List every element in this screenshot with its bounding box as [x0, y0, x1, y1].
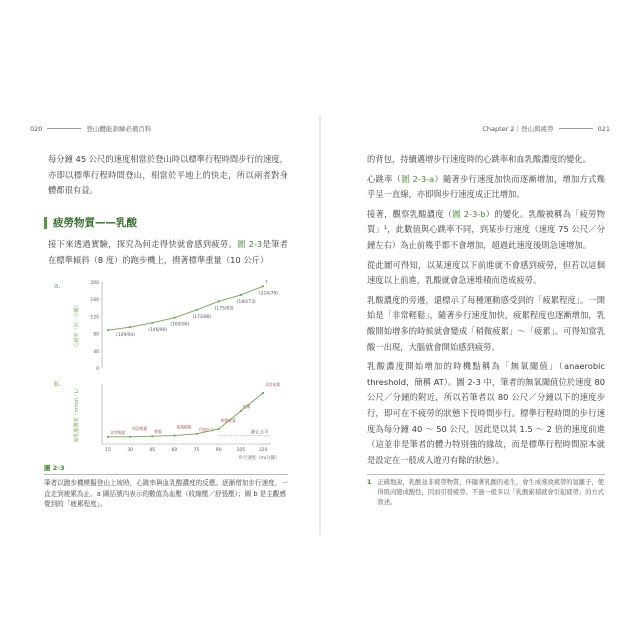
- panel-a-bp-annotation: (173/88): [192, 314, 212, 320]
- figure-reference-b: 圖 2-3-b: [452, 208, 486, 219]
- left-paragraph: [48, 237, 288, 272]
- section-heading: [44, 215, 137, 230]
- panel-b-point: [262, 392, 264, 394]
- panel-b-point: [195, 433, 197, 435]
- left-para-part-b: 是筆者在標準傾斜（8 度）的跑步機上，揹著標準重量（10 公斤）: [48, 239, 288, 265]
- panel-a-point: [151, 322, 153, 324]
- panel-b-point: [151, 435, 153, 437]
- panel-a-ylabel: 心跳率（次／分鐘）: [74, 302, 80, 348]
- panel-b-fatigue-label: 疲累: [242, 404, 251, 409]
- footnote-rule: [367, 474, 605, 475]
- panel-a-point: [218, 300, 220, 302]
- right-para-5: 乳酸濃度的旁邊，還標示了每種運動感受到的「疲累程度」。一開始是「非常輕鬆」，隨著步行速度加快，疲累程度也逐漸增加，乳酸開始增多的時候就會變成「稍微疲累」～「疲累」。可得知當乳酸一出現，大腦就會開始感到疲勞。: [367, 294, 605, 352]
- footnote-number: 1: [367, 479, 372, 486]
- figure-reference-a: 圖 2-3-a: [401, 173, 435, 184]
- right-para-3-b: ）的變化。乳酸被稱為「疲勞物質」¹，此數值與心跳率不同，到某步行速度（速度 75 公尺／分鐘左右）為止前幾乎都不會增加，超過此速度後則急速增加。: [367, 208, 605, 250]
- panel-a-point: [173, 317, 175, 319]
- panel-b-xtick: 30: [127, 448, 134, 453]
- panel-b-fatigue-label: 稍微疲累: [220, 418, 236, 423]
- right-page-number: 021: [597, 124, 610, 133]
- panel-b-point: [107, 436, 109, 438]
- panel-a-bp-annotation: (160/90): [170, 322, 190, 328]
- panel-a-point: [262, 285, 264, 287]
- intro-text: 每分鐘 45 公尺的速度相當於登山時以標準行程時間步行的速度，亦即以標準行程時間登山，相當於平地上的快走，所以兩者對身體都很有益。: [48, 154, 288, 196]
- panel-b-xtick: 120: [258, 448, 268, 453]
- figure-label: 圖 2-3: [44, 464, 65, 472]
- panel-a-point: [195, 309, 197, 311]
- right-chapter-title: Chapter 2｜登山與疲勞: [482, 125, 554, 133]
- figure-2-3-chart: [48, 276, 288, 461]
- panel-b-xtick: 45: [149, 448, 156, 453]
- panel-a-point: [240, 294, 242, 296]
- left-running-head: [30, 124, 151, 133]
- right-para-1: 的背包，持續邁增步行速度時的心跳率和血乳酸濃度的變化。: [367, 154, 592, 164]
- book-gutter: [319, 115, 321, 535]
- panel-a-ytick: 200: [90, 281, 99, 286]
- panel-b-xtick: 60: [171, 448, 178, 453]
- panel-b-xtick: 75: [193, 448, 200, 453]
- panel-b-ylabel: 血乳酸濃度（mmol／L）: [74, 385, 80, 443]
- right-para-2: [367, 172, 605, 203]
- panel-b-rest-annotation: 靜止水平: [251, 430, 269, 436]
- panel-b-fatigue-label: 稍微輕鬆: [176, 424, 192, 430]
- footnote: [367, 478, 605, 508]
- right-para-2-a: 心跳率（: [367, 173, 402, 184]
- right-para-4: 從此圖可得知，以某速度以下前進就不會感到疲勞，但若以這個速度以上前進，乳酸就會急速堆積而造成疲勞。: [367, 259, 605, 286]
- panel-a-point: [107, 329, 109, 331]
- panel-b-fatigue-label: 非常疲累: [265, 382, 281, 387]
- panel-b-point: [218, 428, 220, 430]
- panel-b-fatigue-label: 有點吃力: [198, 426, 214, 432]
- panel-a-point: [129, 326, 131, 328]
- running-head-rule: [559, 128, 593, 129]
- panel-a-bp-annotation: (146/90): [148, 327, 168, 333]
- panel-a-ytick: 0: [96, 367, 99, 372]
- left-book-title: 登山體能訓練必備百科: [86, 125, 152, 133]
- section-title: 疲勞物質——乳酸: [53, 217, 137, 229]
- panel-a-bp-annotation: (149/94): [116, 333, 136, 339]
- footnote-text: 正確地說，乳酸並非疲勞物質，伴隨著乳酸的產生，會生成導致疲勞的氫離子，使得肌肉變成酸性，因而引發疲勞。不過一般多以「乳酸累積就會引起疲勞」的方式敘述。: [377, 479, 605, 506]
- right-running-head: [482, 124, 610, 133]
- panel-b-xtick: 105: [236, 448, 246, 453]
- panel-b-point: [240, 410, 242, 412]
- panel-b-point: [173, 435, 175, 437]
- panel-a-bp-annotation: (214/79): [259, 291, 278, 297]
- right-para-6: 乳酸濃度開始增加的時機點稱為「無氧閾值」（anaerobic threshold，簡稱 AT）。圖 2-3 中，筆者的無氧閾值位於速度 80 公尺／分鐘的附近，所以若筆者以 80 公尺／分鐘以下的速度步行，即可在不疲勞的狀態下長時間步行。標準行程時間的步行速度為每分鐘 40 ～ 50 公尺，因此是以其 1.5 ～ 2 倍的速度前進（這並非是筆者的體力特別強的緣故，而是標準行程時間原本就是設定在一般成人遊刃有餘的狀態）。: [367, 361, 605, 465]
- panel-a-ytick: 160: [90, 298, 99, 304]
- panel-a-bp-annotation: (175/83): [214, 306, 234, 312]
- left-paragraph-text: [48, 237, 288, 268]
- panel-a-ytick: 40: [93, 349, 99, 355]
- panel-b-label: b.: [54, 380, 61, 388]
- left-page-number: 020: [30, 124, 43, 133]
- panel-a-ytick: 80: [93, 332, 99, 338]
- right-para-2-b: ）隨著步行速度加快而逐漸增加，增加方式幾乎呈一直線，亦即與步行速度成正比增加。: [367, 173, 605, 200]
- panel-b-xlabel: 步行速度（m/分鐘）: [238, 456, 280, 461]
- left-intro-paragraph: [48, 152, 288, 203]
- section-bar-decoration: [44, 217, 47, 229]
- panel-b-xtick: 90: [215, 448, 222, 453]
- panel-b-fatigue-label: 輕鬆: [154, 429, 162, 435]
- panel-b-xtick: 15: [105, 448, 111, 453]
- panel-a-ytick: 120: [90, 315, 99, 321]
- panel-a-label: a.: [54, 282, 61, 290]
- right-para-3: [367, 207, 605, 254]
- chart-svg: [48, 276, 288, 461]
- running-head-rule: [47, 128, 81, 129]
- panel-a-bp-annotation: (180/73): [236, 299, 256, 305]
- panel-a-end-marker: ?: [265, 280, 268, 286]
- figure-caption: 筆者以跑步機模擬登山上坡時，心跳率與血乳酸濃度的反應。逐漸增加步行速度，一直走到疲累為止。a 圖括號內表示的數值為血壓（收縮壓／舒張壓）；圖 b 是主觀感覺到的「疲累程度」。: [44, 474, 288, 510]
- panel-b-fatigue-label: 相當輕鬆: [132, 425, 148, 431]
- left-para-part-a: 接下來透過實驗，探究為何走得快就會感到疲勞。: [48, 239, 238, 249]
- right-page-text: [367, 152, 605, 472]
- panel-b-fatigue-label: 非常輕鬆: [110, 429, 126, 435]
- right-para-3-a: 接著，觀察乳酸濃度（: [367, 208, 453, 219]
- panel-b-point: [129, 436, 131, 438]
- figure-reference: 圖 2-3: [237, 239, 263, 249]
